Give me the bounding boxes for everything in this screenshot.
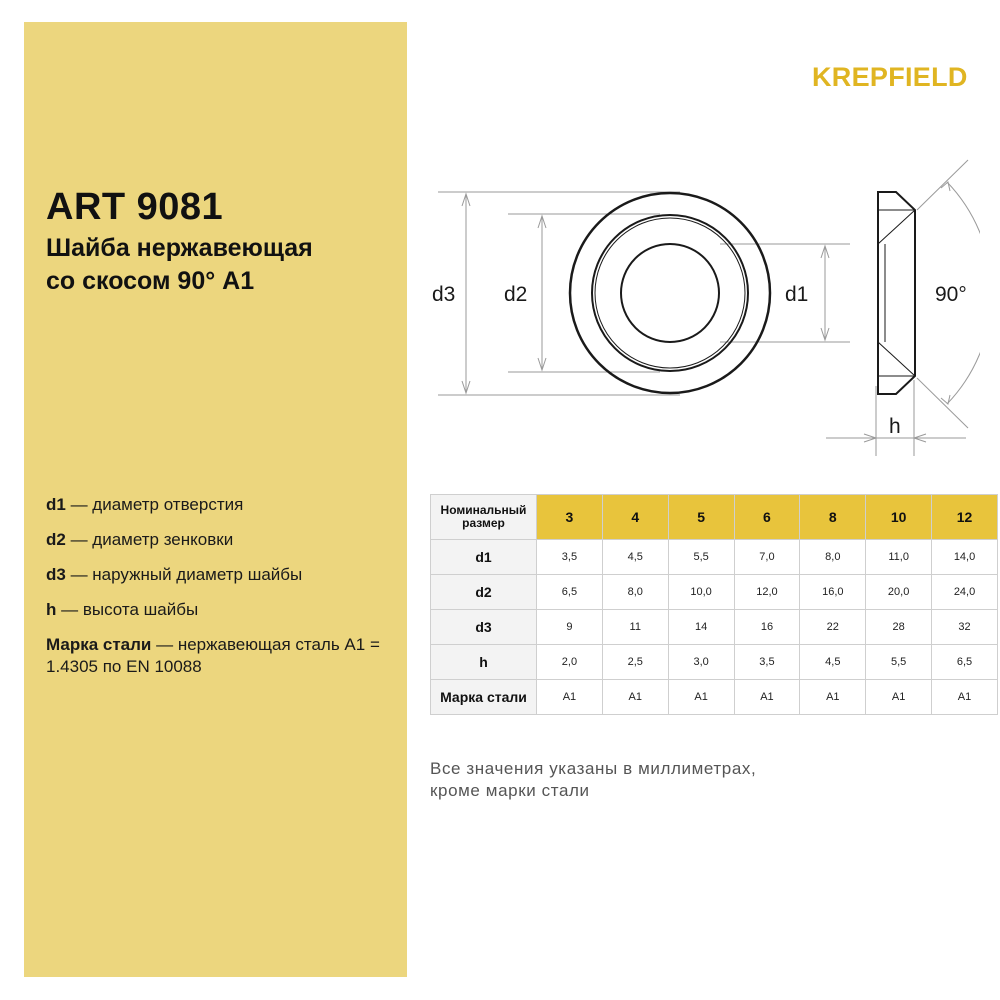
washer-countersink-outer — [592, 215, 748, 371]
table-cell: A1 — [668, 680, 734, 715]
table-cell: 14 — [668, 610, 734, 645]
table-cell: 2,5 — [602, 645, 668, 680]
row-label-h: h — [431, 645, 537, 680]
legend-item-d1: d1 — диаметр отверстия — [46, 495, 244, 514]
size-header-3: 3 — [537, 495, 603, 540]
row-label-d2: d2 — [431, 575, 537, 610]
table-header-row — [431, 495, 998, 540]
brand-logo: KREPFIELD — [812, 62, 968, 92]
table-cell: 2,0 — [537, 645, 603, 680]
table-cell: 5,5 — [668, 540, 734, 575]
row-label-d3: d3 — [431, 610, 537, 645]
washer-hole-edge — [621, 244, 719, 342]
label-angle: 90° — [935, 283, 967, 306]
washer-technical-drawing — [420, 150, 980, 480]
table-row-d1 — [431, 540, 998, 575]
legend-item-d2: d2 — диаметр зенковки — [46, 530, 234, 549]
table-row-d2 — [431, 575, 998, 610]
table-corner-cell: Номинальный размер — [431, 495, 537, 540]
dimension-legend — [46, 494, 386, 678]
table-cell: A1 — [932, 680, 998, 715]
label-d3: d3 — [432, 283, 456, 306]
table-cell: 20,0 — [866, 575, 932, 610]
table-cell: A1 — [537, 680, 603, 715]
table-cell: 12,0 — [734, 575, 800, 610]
table-row-steel-grade — [431, 680, 998, 715]
size-header-4: 4 — [602, 495, 668, 540]
table-cell: 10,0 — [668, 575, 734, 610]
table-cell: A1 — [866, 680, 932, 715]
size-header-8: 8 — [800, 495, 866, 540]
table-cell: 28 — [866, 610, 932, 645]
label-d1: d1 — [785, 283, 809, 306]
label-d2: d2 — [504, 283, 528, 306]
washer-outer-edge — [570, 193, 770, 393]
size-header-6: 6 — [734, 495, 800, 540]
table-cell: 6,5 — [537, 575, 603, 610]
product-title — [46, 232, 406, 298]
size-header-10: 10 — [866, 495, 932, 540]
table-row-h — [431, 645, 998, 680]
table-cell: 32 — [932, 610, 998, 645]
table-cell: 14,0 — [932, 540, 998, 575]
angle-extension-top — [917, 160, 968, 210]
table-cell: 7,0 — [734, 540, 800, 575]
table-cell: A1 — [734, 680, 800, 715]
table-cell: 8,0 — [602, 575, 668, 610]
legend-item-steel-grade: Марка стали — нержавеющая сталь A1 = 1.4305 по EN 10088 — [46, 635, 380, 676]
article-code: ART 9081 — [46, 186, 224, 228]
size-specification-table — [430, 494, 998, 715]
table-cell: 4,5 — [800, 645, 866, 680]
table-cell: 11,0 — [866, 540, 932, 575]
angle-extension-bottom — [917, 378, 968, 428]
table-cell: 9 — [537, 610, 603, 645]
table-cell: 16,0 — [800, 575, 866, 610]
table-cell: A1 — [800, 680, 866, 715]
footnote-line-2: кроме марки стали — [430, 781, 590, 800]
washer-countersink-inner-ring — [595, 218, 745, 368]
table-cell: 16 — [734, 610, 800, 645]
table-cell: A1 — [602, 680, 668, 715]
row-label-d1: d1 — [431, 540, 537, 575]
legend-item-d3: d3 — наружный диаметр шайбы — [46, 565, 303, 584]
table-cell: 4,5 — [602, 540, 668, 575]
washer-side-profile — [878, 192, 915, 394]
table-cell: 3,5 — [734, 645, 800, 680]
table-cell: 8,0 — [800, 540, 866, 575]
units-footnote — [430, 758, 970, 802]
table-cell: 5,5 — [866, 645, 932, 680]
table-cell: 22 — [800, 610, 866, 645]
product-title-line-2: со скосом 90° A1 — [46, 267, 255, 295]
angle-arrow-top — [941, 182, 950, 191]
product-title-line-1: Шайба нержавеющая — [46, 234, 313, 262]
table-cell: 3,0 — [668, 645, 734, 680]
size-header-12: 12 — [932, 495, 998, 540]
table-cell: 3,5 — [537, 540, 603, 575]
table-cell: 24,0 — [932, 575, 998, 610]
table-row-d3 — [431, 610, 998, 645]
label-h: h — [889, 415, 901, 438]
row-label-steel-grade: Марка стали — [431, 680, 537, 715]
footnote-line-1: Все значения указаны в миллиметрах, — [430, 759, 757, 778]
table-cell: 11 — [602, 610, 668, 645]
size-header-5: 5 — [668, 495, 734, 540]
legend-item-h: h — высота шайбы — [46, 600, 199, 619]
table-cell: 6,5 — [932, 645, 998, 680]
